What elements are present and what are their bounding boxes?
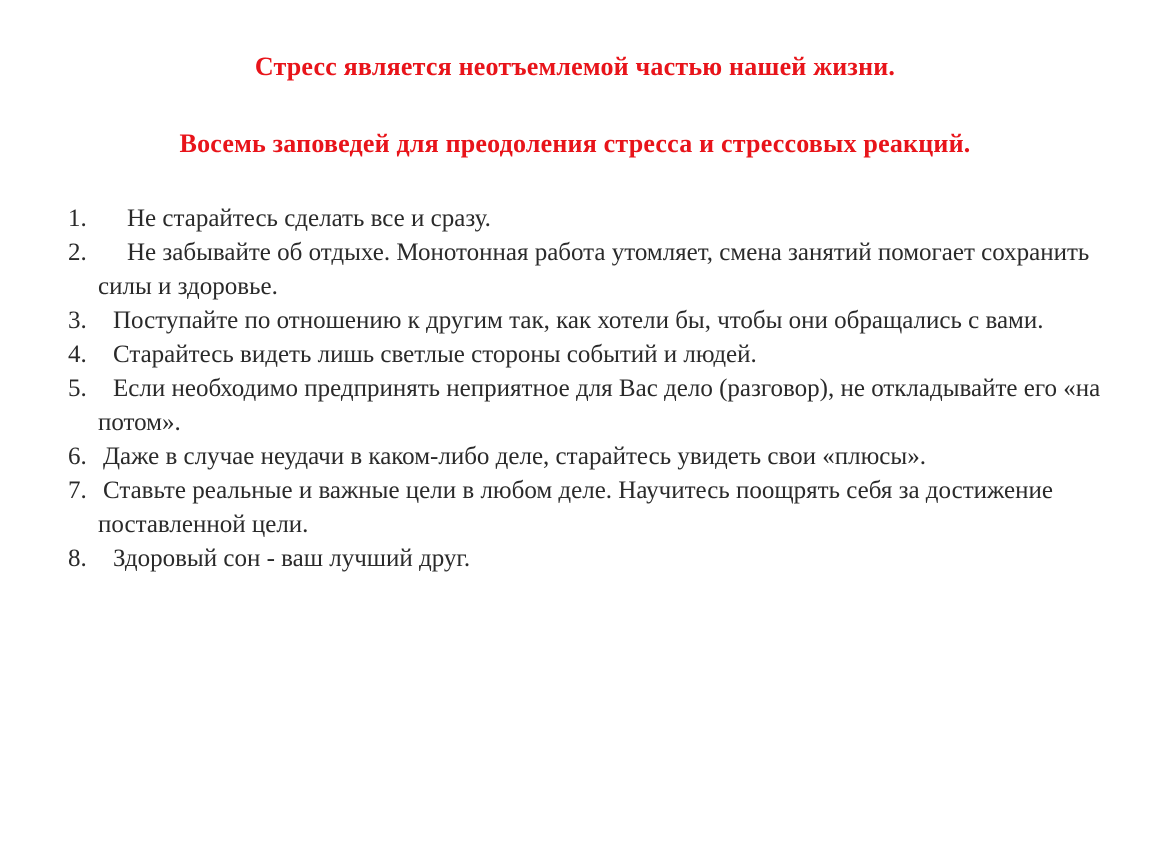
list-item-number: 6.	[68, 443, 87, 470]
list-item-text: Если необходимо предпринять неприятное для Вас дело (разговор), не откладывайте его «на потом».	[98, 375, 1101, 436]
list-item	[68, 372, 1128, 440]
list-item-number: 4.	[68, 341, 87, 368]
list-item-text: Не старайтесь сделать все и сразу.	[127, 205, 491, 232]
slide-subtitle: Восемь заповедей для преодоления стресса и стрессовых реакций.	[179, 129, 971, 158]
list-item	[68, 304, 1128, 338]
commandments-list	[68, 202, 1128, 576]
list-item	[68, 236, 1128, 304]
list-item	[68, 542, 1128, 576]
list-item	[68, 338, 1128, 372]
list-item-text: Ставьте реальные и важные цели в любом деле. Научитесь поощрять себя за достижение поставленной цели.	[98, 477, 1053, 538]
list-item-number: 1.	[68, 205, 87, 232]
list-item-text: Не забывайте об отдыхе. Монотонная работа утомляет, смена занятий помогает сохранить силы и здоровье.	[98, 239, 1090, 300]
list-item	[68, 202, 1128, 236]
list-item-number: 3.	[68, 307, 87, 334]
list-item-number: 8.	[68, 545, 87, 572]
list-item-text: Здоровый сон - ваш лучший друг.	[113, 545, 471, 572]
list-item-number: 2.	[68, 239, 87, 266]
list-item-number: 7.	[68, 477, 87, 504]
list-item-text: Поступайте по отношению к другим так, как хотели бы, чтобы они обращались с вами.	[113, 307, 1044, 334]
list-item-text: Старайтесь видеть лишь светлые стороны событий и людей.	[113, 341, 757, 368]
list-item-number: 5.	[68, 375, 87, 402]
slide-title: Стресс является неотъемлемой частью нашей жизни.	[254, 52, 896, 81]
list-item-text: Даже в случае неудачи в каком-либо деле, старайтесь увидеть свои «плюсы».	[103, 443, 926, 470]
list-item	[68, 474, 1128, 542]
list-item	[68, 440, 1128, 474]
